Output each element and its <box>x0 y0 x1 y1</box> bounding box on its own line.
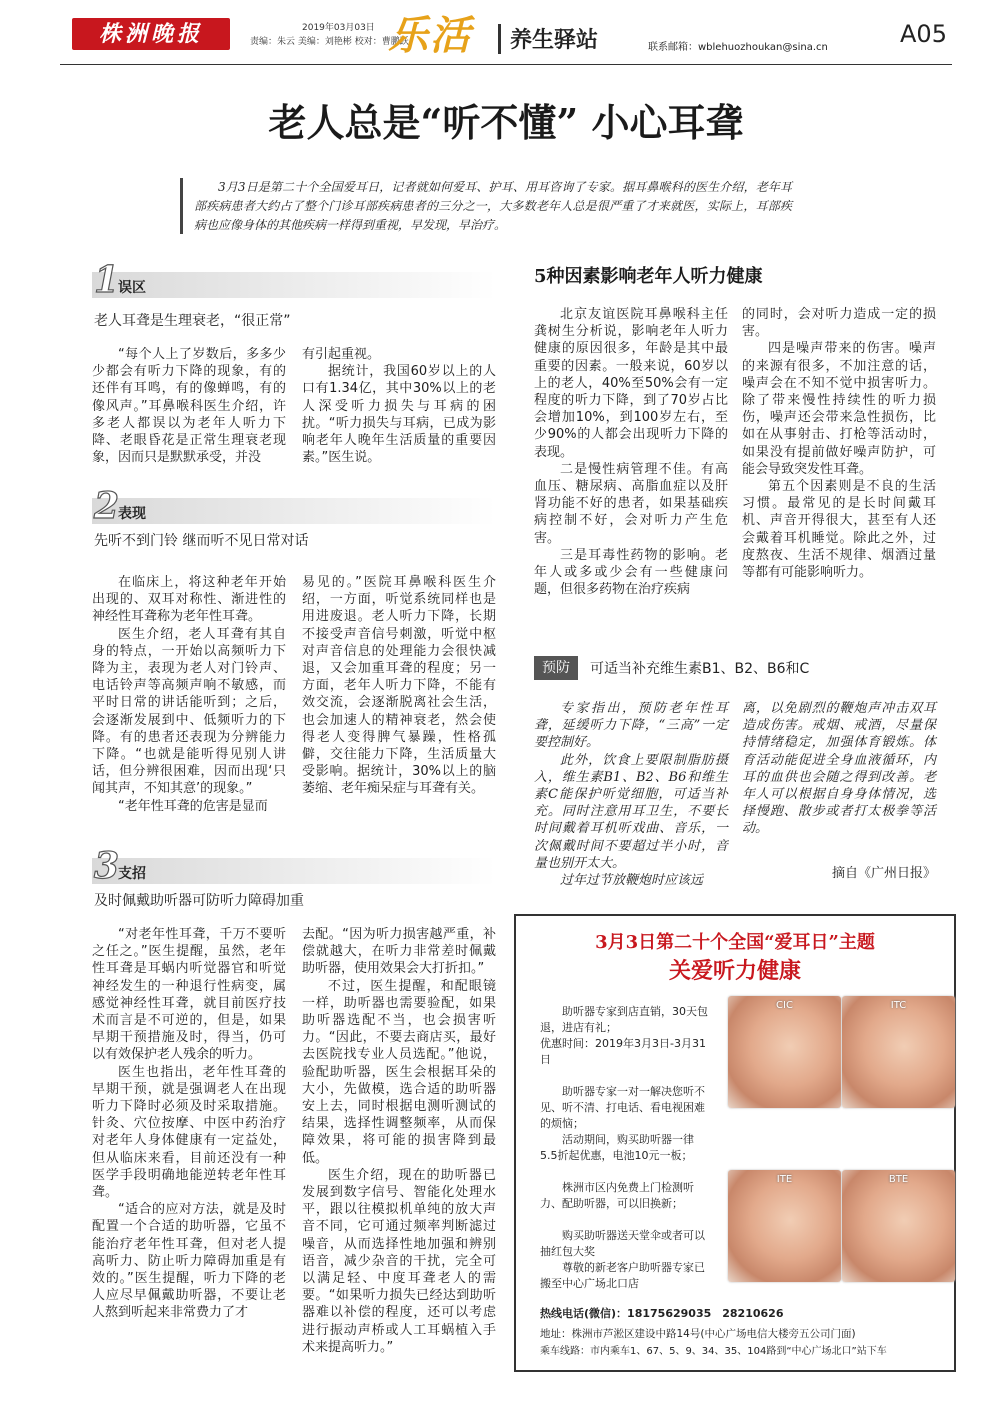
paragraph: 第五个因素则是不良的生活习惯。最常见的是长时间戴耳机、声音开得很大，甚至有人还会戴着耳机睡觉。除此之外，过度熬夜、生活不规律、烟酒过量等都有可能影响听力。 <box>742 479 936 581</box>
section-3-col2 <box>302 926 496 1356</box>
paragraph: 北京友谊医院耳鼻喉科主任龚树生分析说，影响老年人听力健康的原因很多，年龄是其中最重要的因素。一般来说，60岁以上的老人，40%至50%会有一定程度的听力下降，到了70岁占比会增加10%，到100岁左右，至少90%的人都会出现听力下降的表现。 <box>534 307 728 460</box>
ad-text-2: 优惠时间：2019年3月3日-3月31日 <box>540 1037 706 1066</box>
ad-text-1: 助听器专家到店直销，30天包退，进店有礼； <box>540 1005 708 1034</box>
ad-title-line2: 关爱听力健康 <box>668 958 801 984</box>
source-credit: 摘自《广州日报》 <box>831 866 936 881</box>
paragraph: 三是耳毒性药物的影响。老年人或多或少会有一些健康问题，但很多药物在治疗疾病 <box>534 547 728 598</box>
section-1-col2 <box>302 346 496 466</box>
ear-photo-cic <box>728 996 841 1108</box>
contact-email: 联系邮箱：wblehuozhoukan@sina.cn <box>648 42 828 53</box>
issue-date: 2019年03月03日 <box>302 23 375 33</box>
ad-text-5: 株洲市区内免费上门检测听力、配助听器，可以旧换新； <box>540 1181 694 1210</box>
paragraph: 不过，医生提醒，和配眼镜一样，助听器也需要验配，如果助听器选配不当，也会损害听力。“因此，不要去商店买，最好去医院找专业人员选配。”他说，验配助听器，医生会根据耳朵的大小，先做模，选合适的助听器安上去，同时根据电测听测试的结果，选择性调整频率，从而保障效果，将可能的损害降到最低。 <box>302 978 496 1166</box>
paragraph: 医生介绍，老人耳聋有其自身的特点，一开始以高频听力下降为主，表现为老人对门铃声、电话铃声等高频声响不敏感，而平时日常的讲话能听到；之后，会逐渐发展到中、低频听力的下降。有的患者还表现为分辨能力下降。“也就是能听得见别人讲话，但分辨很困难，因而出现‘只闻其声，不知其意’的现象。” <box>92 626 286 797</box>
paragraph: 据统计，我国60岁以上的人口有1.34亿，其中30%以上的老人深受听力损失与耳病的困扰。“听力损失与耳病，已成为影响老年人晚年生活质量的重要因素。”医生说。 <box>302 364 496 466</box>
ad-address: 地址：株洲市芦淞区建设中路14号(中心广场电信大楼旁五公司门面) <box>540 1328 856 1340</box>
paragraph: “每个人上了岁数后，多多少少都会有听力下降的现象，有的还伴有耳鸣，有的像蝉鸣，有的像风声。”耳鼻喉科医生介绍，许多老人都误以为老年人听力下降、老眼昏花是正常生理衰老现象，因而只是默默承受，并没 <box>92 347 286 466</box>
prevention-tag: 预防 <box>534 656 578 680</box>
ad-text-4: 活动期间，购买助听器一律5.5折起优惠，电池10元一板； <box>540 1133 694 1162</box>
ad-bus: 乘车线路：市内乘车1、67、5、9、34、35、104路到“中心广场北口”站下车 <box>540 1346 887 1357</box>
ad-text-3: 助听器专家一对一解决您听不见、听不清、打电话、看电视困难的烦恼； <box>540 1085 705 1130</box>
section-3-col1 <box>92 926 286 1322</box>
section-3-subtitle: 及时佩戴助听器可防听力障碍加重 <box>94 893 304 909</box>
section-2-bar <box>92 498 496 524</box>
ear-photo-itc <box>842 996 955 1108</box>
section-1-col1 <box>92 346 286 466</box>
paper-name: 株洲晚报 <box>98 21 203 47</box>
section-1-bar <box>92 272 496 298</box>
section-2-col2 <box>302 574 496 798</box>
paragraph: 易见的。”医院耳鼻喉科医生介绍，一方面，听觉系统同样也是用进废退。老人听力下降，长期不接受声音信号刺激，听觉中枢对声音信息的处理能力会很快减退，又会加重耳聋的程度；另一方面，老年人听力下降，不能有效交流，会逐渐脱离社会生活，也会加速人的精神衰老，然会使得老人变得脾气暴躁，性格孤僻，交往能力下降，生活质量大受影响。据统计，30%以上的脑萎缩、老年痴呆症与耳聋有关。 <box>302 575 496 797</box>
masthead <box>0 0 987 70</box>
section-2-number: 2 <box>94 485 120 527</box>
prevention-col1 <box>534 700 728 889</box>
lead-paragraph: 3月3日是第二十个全国爱耳日，记者就如何爱耳、护耳、用耳咨询了专家。据耳鼻喉科的医生介绍，老年耳部疾病患者大约占了整个门诊耳部疾病患者的三分之一，大多数老年人总是很严重了才来就医，实际上，耳部疾病也应像身体的其他疾病一样得到重视，早发现，早治疗。 <box>194 180 792 232</box>
factors-title: 5种因素影响老年人听力健康 <box>534 266 763 287</box>
section-3-label: 支招 <box>118 866 146 882</box>
section-2-subtitle: 先听不到门铃 继而听不见日常对话 <box>94 533 309 549</box>
prevention-subtitle: 可适当补充维生素B1、B2、B6和C <box>590 661 810 677</box>
ear-label: ITE <box>776 1174 793 1185</box>
section-3-number: 3 <box>94 845 120 887</box>
logo-divider <box>498 24 501 54</box>
masthead-rule <box>60 64 952 65</box>
section-3-bar <box>92 858 496 884</box>
paragraph: 过年过节放鞭炮时应该远 <box>560 873 704 889</box>
ear-label: ITC <box>890 1000 907 1011</box>
section-1-label: 误区 <box>118 280 146 296</box>
paragraph: 离，以免剧烈的鞭炮声冲击双耳造成伤害。戒烟、戒酒，尽量保持情绪稳定，加强体育锻炼。体育活动能促进全身血液循环，内耳的血供也会随之得到改善。老年人可以根据自身身体情况，选择慢跑、散步或者打太极拳等活动。 <box>742 701 936 837</box>
paragraph: 医生介绍，现在的助听器已发展到数字信号、智能化处理水平，跟以往模拟机单纯的放大声音不同，它可通过频率判断滤过噪音，从而选择性地加强和辨别语音，减少杂音的干扰，完全可以满足轻、中度耳聋老人的需要。“如果听力损失已经达到助听器难以补偿的程度，还可以考虑进行振动声桥或人工耳蜗植入手术来提高听力。” <box>302 1167 496 1355</box>
paragraph: 专家指出，预防老年性耳聋，延缓听力下降，“三高”一定要控制好。 <box>534 701 728 751</box>
paragraph: “对老年性耳聋，千万不要听之任之。”医生提醒，虽然，老年性耳聋是耳蜗内听觉器官和听觉神经发生的一种退行性病变，属感觉神经性耳聋，就目前医疗技术而言是不可逆的，但是，如果早期干预措施及时，得当，仍可以有效保护老人残余的听力。 <box>92 927 286 1063</box>
ear-label: CIC <box>776 1000 793 1011</box>
ear-label: BTE <box>888 1174 909 1185</box>
section-2-label: 表现 <box>118 506 146 522</box>
page-title: 老人总是“听不懂” 小心耳聋 <box>268 100 744 145</box>
paragraph: 此外，饮食上要限制脂肪摄入，维生素B1、B2、B6和维生素C能保护听觉细胞，可适当补充。同时注意用耳卫生，不要长时间戴着耳机听戏曲、音乐，一次佩戴时间不要超过半小时，音量也别开太大。 <box>534 752 728 871</box>
paragraph: 的同时，会对听力造成一定的损害。 <box>742 307 936 340</box>
section-logo: 乐活 <box>388 12 472 59</box>
section-1-number: 1 <box>94 259 120 301</box>
paragraph: “老年性耳聋的危害是显而 <box>118 798 268 814</box>
section-1-subtitle: 老人耳聋是生理衰老，“很正常” <box>94 313 291 329</box>
ad-title-line1: 3月3日第二十个全国“爱耳日”主题 <box>595 932 875 953</box>
ear-photo-ite <box>728 1170 841 1282</box>
lead-bar <box>180 178 183 234</box>
ad-text-6: 购买助听器送天堂伞或者可以抽红包大奖 <box>540 1229 705 1258</box>
paragraph: 在临床上，将这种老年开始出现的、双耳对称性、渐进性的神经性耳聋称为老年性耳聋。 <box>92 575 286 625</box>
paragraph: “适合的应对方法，就是及时配置一个合适的助听器，它虽不能治疗老年性耳聋，但对老人提高听力、防止听力障碍加重是有效的。”医生提醒，听力下降的老人应尽早佩戴助听器，不要让老人熬到听起来非常费力了才 <box>92 1202 286 1321</box>
section-name: 养生驿站 <box>510 28 599 53</box>
factors-col2 <box>742 306 936 581</box>
paragraph: 医生也指出，老年性耳聋的早期干预，就是强调老人在出现听力下降时必须及时采取措施。针灸、穴位按摩、中医中药治疗对老年人身体健康有一定益处，但从临床来看，目前还没有一种医学手段明确地能逆转老年性耳聋。 <box>92 1064 286 1201</box>
editor-credits: 责编：朱云 美编：刘艳彬 校对：曹鹏跃 <box>250 37 409 47</box>
ad-hotline: 热线电话(微信)：18175629035 28210626 <box>540 1307 784 1320</box>
paragraph: 二是慢性病管理不佳。有高血压、糖尿病、高脂血症以及肝肾功能不好的患者，如果基础疾病控制不好，会对听力产生危害。 <box>534 461 728 546</box>
paragraph: 有引起重视。 <box>302 347 381 362</box>
page-number: A05 <box>900 20 947 48</box>
factors-col1 <box>534 306 728 598</box>
prevention-col2 <box>742 700 936 838</box>
ad-text-7: 尊敬的新老客户助听器专家已搬至中心广场北口店 <box>540 1261 705 1290</box>
ear-photo-bte <box>842 1170 955 1282</box>
paragraph: 四是噪声带来的伤害。噪声的来源有很多，不加注意的话，噪声会在不知不觉中损害听力。除了带来慢性持续性的听力损伤，噪声还会带来急性损伤，比如在从事射击、打枪等活动时，如果没有提前做好噪声防护，可能会导致突发性耳聋。 <box>742 341 936 477</box>
section-2-col1 <box>92 574 286 815</box>
paragraph: 去配。“因为听力损害越严重，补偿就越大，在听力非常差时佩戴助听器，使用效果会大打折扣。” <box>302 927 496 977</box>
